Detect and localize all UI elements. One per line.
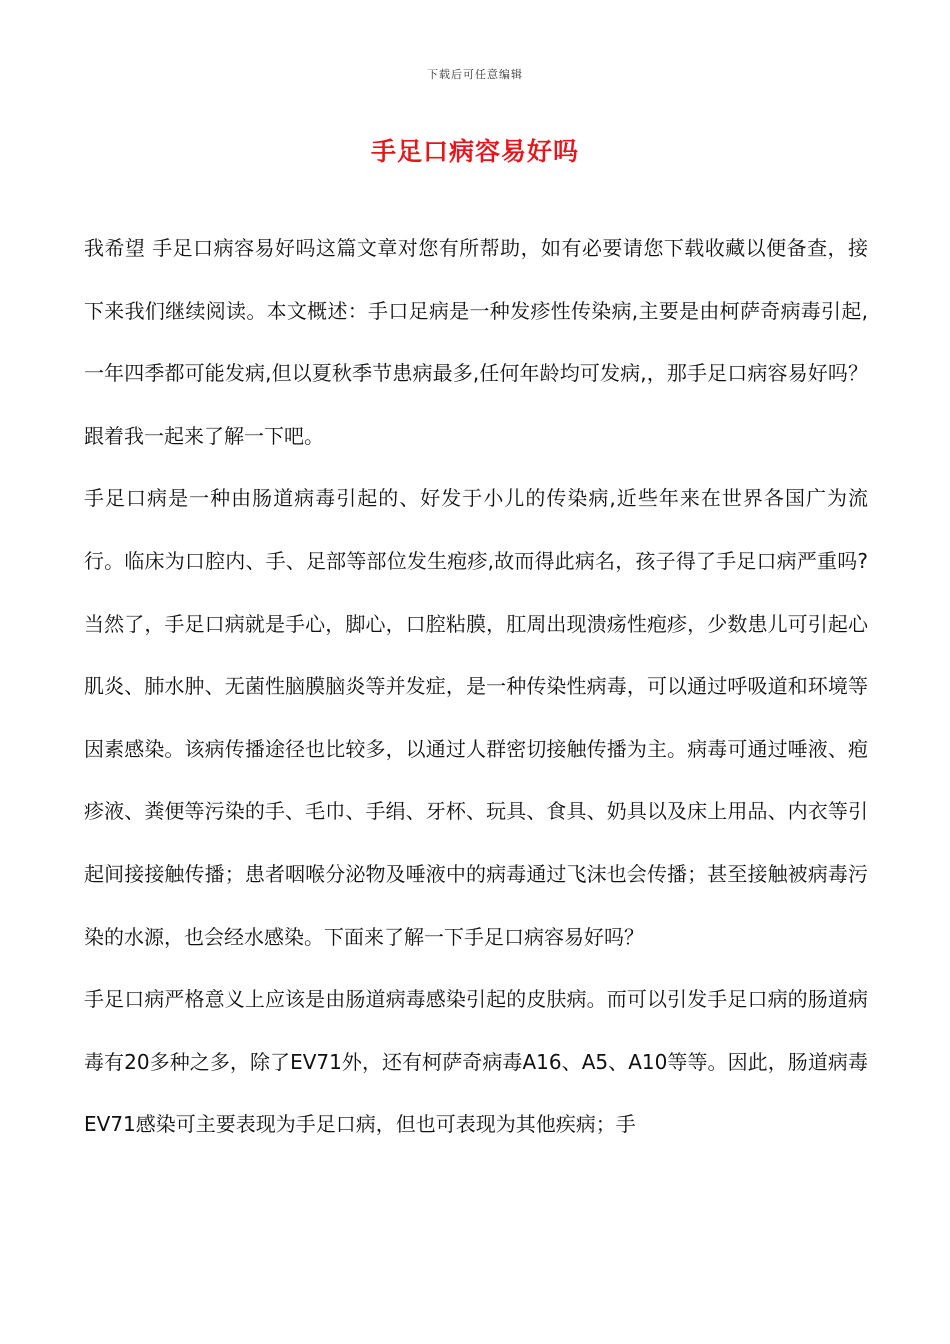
document-body [84, 217, 868, 1156]
document-title: 手足口病容易好吗 [370, 137, 579, 166]
header-note: 下载后可任意编辑 [427, 68, 523, 81]
paragraph-enterovirus: 手足口病严格意义上应该是由肠道病毒感染引起的皮肤病。而可以引发手足口病的肠道病毒有20多种之多，除了EV71外，还有柯萨奇病毒A16、A5、A10等等。因此，肠道病毒EV71感染可主要表现为手足口病，但也可表现为其他疾病；手 [84, 987, 868, 1137]
paragraph-disease-overview: 手足口病是一种由肠道病毒引起的、好发于小儿的传染病,近些年来在世界各国广为流行。临床为口腔内、手、足部等部位发生疱疹,故而得此病名，孩子得了手足口病严重吗?当然了，手足口病就是手心，脚心，口腔粘膜，肛周出现溃疡性疱疹，少数患儿可引起心肌炎、肺水肿、无菌性脑膜脑炎等并发症，是一种传染性病毒，可以通过呼吸道和环境等因素感染。该病传播途径也比较多，以通过人群密切接触传播为主。病毒可通过唾液、疱疹液、粪便等污染的手、毛巾、手绢、牙杯、玩具、食具、奶具以及床上用品、内衣等引起间接接触传播；患者咽喉分泌物及唾液中的病毒通过飞沫也会传播；甚至接触被病毒污染的水源，也会经水感染。下面来了解一下手足口病容易好吗？ [84, 486, 868, 949]
paragraph-intro: 我希望 手足口病容易好吗这篇文章对您有所帮助，如有必要请您下载收藏以便备查，接下来我们继续阅读。本文概述：手口足病是一种发疹性传染病,主要是由柯萨奇病毒引起,一年四季都可能发病,但以夏秋季节患病最多,任何年龄均可发病,，那手足口病容易好吗？跟着我一起来了解一下吧。 [84, 236, 868, 448]
